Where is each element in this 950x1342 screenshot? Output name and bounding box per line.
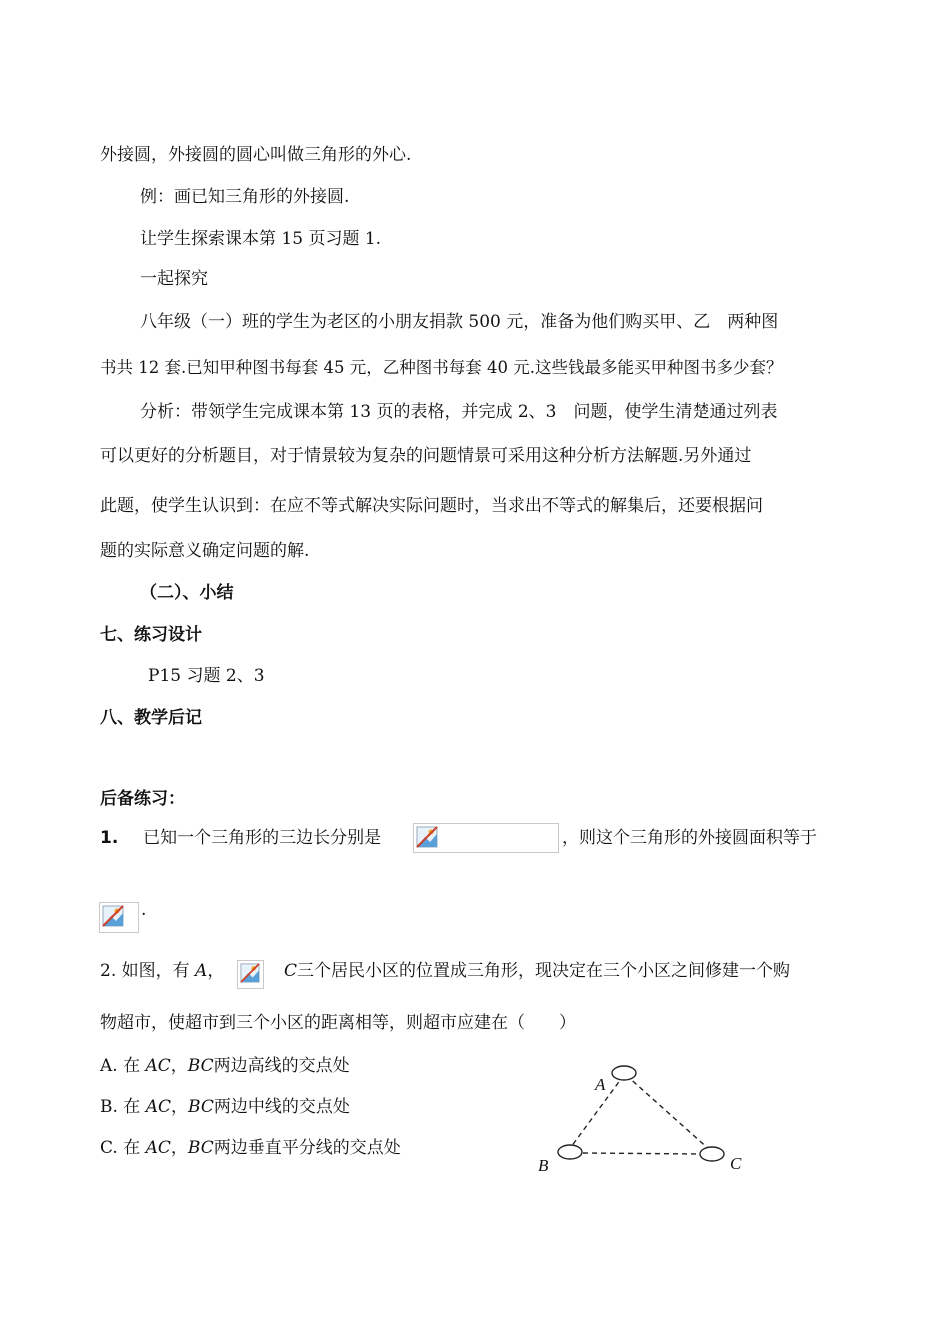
question-2-cont xyxy=(284,959,790,983)
question-number: 1. xyxy=(100,828,119,848)
segment-bc: BC xyxy=(187,1056,214,1076)
paragraph-line: 让学生探索课本第 15 页习题 1. xyxy=(140,229,382,249)
option-b xyxy=(100,1095,350,1119)
point-a: A xyxy=(195,961,208,981)
segment-ac: AC xyxy=(145,1138,171,1158)
side-bc xyxy=(583,1153,700,1154)
option-sep: ， xyxy=(170,1138,188,1158)
node-c xyxy=(700,1147,724,1161)
label-b: B xyxy=(538,1156,549,1175)
question-2 xyxy=(100,959,224,983)
broken-image-placeholder xyxy=(413,823,559,853)
broken-image-placeholder xyxy=(237,960,264,989)
paragraph-line: 可以更好的分析题目，对于情景较为复杂的问题情景可采用这种分析方法解题.另外通过 xyxy=(100,446,752,466)
option-text: 两边中线的交点处 xyxy=(213,1097,350,1117)
option-sep: ， xyxy=(170,1056,188,1076)
option-label: C. 在 xyxy=(100,1138,146,1158)
option-text: 两边垂直平分线的交点处 xyxy=(213,1138,401,1158)
question-text: ， xyxy=(207,961,225,981)
segment-bc: BC xyxy=(188,1097,214,1117)
node-a xyxy=(612,1066,636,1080)
broken-image-icon xyxy=(102,905,124,927)
question-1 xyxy=(100,826,381,850)
label-c: C xyxy=(730,1154,742,1173)
question-text: ，则这个三角形的外接圆面积等于 xyxy=(562,828,817,848)
paragraph-line: 八年级（一）班的学生为老区的小朋友捐款 500 元，准备为他们购买甲、乙 两种图 xyxy=(140,312,779,332)
question-text: 三个居民小区的位置成三角形，现决定在三个小区之间修建一个购 xyxy=(297,961,791,981)
triangle-figure xyxy=(525,1055,765,1185)
broken-image-icon xyxy=(240,963,260,983)
option-c xyxy=(100,1136,401,1160)
question-text: 2. 如图，有 xyxy=(100,961,196,981)
paragraph-line: 题的实际意义确定问题的解. xyxy=(100,541,310,561)
side-ac xyxy=(626,1075,711,1151)
paragraph-line: 分析：带领学生完成课本第 13 页的表格，并完成 2、3 问题，使学生清楚通过列表 xyxy=(140,402,778,422)
segment-ac: AC xyxy=(145,1056,171,1076)
section-heading-backup: 后备练习： xyxy=(100,789,185,809)
practice-item: P15 习题 2、3 xyxy=(148,666,265,686)
segment-ac: AC xyxy=(145,1097,172,1117)
question-text: 已知一个三角形的三边长分别是 xyxy=(143,828,382,848)
broken-image-icon xyxy=(416,826,438,848)
option-text: 两边高线的交点处 xyxy=(213,1056,350,1076)
option-sep: ， xyxy=(171,1097,189,1117)
paragraph-line: 一起探究 xyxy=(140,269,208,289)
segment-bc: BC xyxy=(187,1138,214,1158)
option-label: A. 在 xyxy=(100,1056,146,1076)
question-text: 物超市，使超市到三个小区的距离相等，则超市应建在（ ） xyxy=(100,1013,576,1033)
section-heading-reflection: 八、教学后记 xyxy=(100,708,202,728)
node-b xyxy=(558,1145,582,1159)
section-heading-practice: 七、练习设计 xyxy=(100,625,202,645)
section-heading-summary: （二）、小结 xyxy=(140,583,234,603)
paragraph-line: 此题，使学生认识到：在应不等式解决实际问题时，当求出不等式的解集后，还要根据问 xyxy=(100,496,763,516)
label-a: A xyxy=(595,1075,606,1094)
paragraph-line: 外接圆，外接圆的圆心叫做三角形的外心. xyxy=(100,145,412,165)
point-c: C xyxy=(284,961,298,981)
broken-image-placeholder xyxy=(99,902,139,933)
paragraph-line: 书共 12 套.已知甲种图书每套 45 元，乙种图书每套 40 元.这些钱最多能买甲种图书多少套？ xyxy=(100,358,783,377)
paragraph-line: 例：画已知三角形的外接圆. xyxy=(140,187,350,207)
question-end: . xyxy=(141,900,147,920)
option-a xyxy=(100,1054,350,1078)
option-label: B. 在 xyxy=(100,1097,146,1117)
